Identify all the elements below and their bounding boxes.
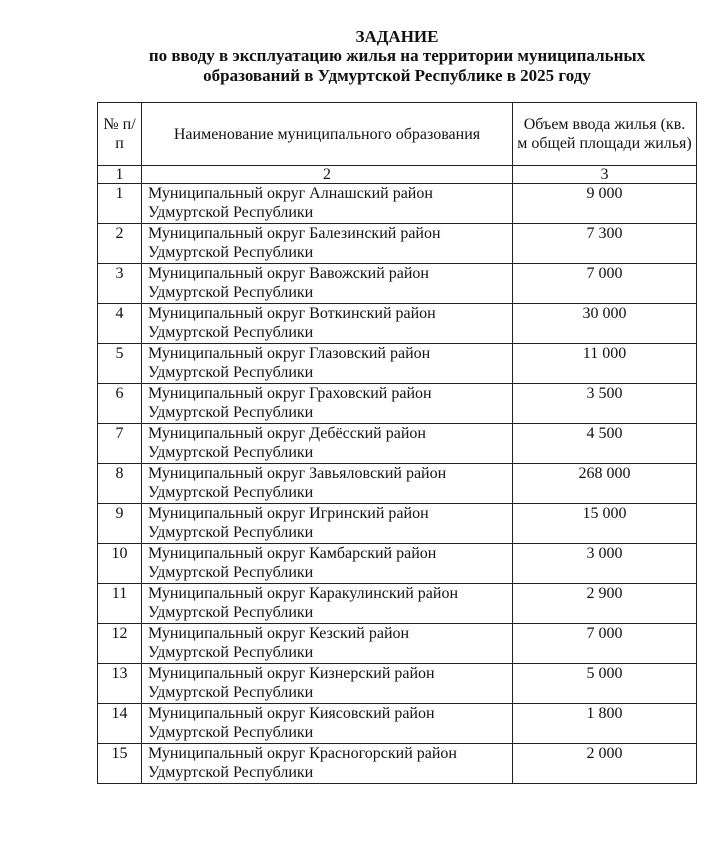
row-name: [142, 224, 513, 264]
row-name-line-1: Муниципальный округ Глазовский район: [148, 345, 431, 362]
row-name-line-1: Муниципальный округ Киясовский район: [148, 705, 435, 722]
row-volume: 9 000: [513, 184, 697, 224]
row-number: 7: [98, 424, 142, 464]
row-name-line-1: Муниципальный округ Завьяловский район: [148, 465, 447, 482]
column-number: 2: [142, 166, 513, 184]
table-row: [98, 544, 697, 584]
row-name: [142, 184, 513, 224]
row-name: [142, 744, 513, 784]
row-name: [142, 424, 513, 464]
row-name-line-1: Муниципальный округ Балезинский район: [148, 225, 441, 242]
table-row: [98, 264, 697, 304]
row-name-line-2: Удмуртской Республики: [148, 444, 314, 461]
column-number: 1: [98, 166, 142, 184]
table-row: [98, 224, 697, 264]
row-name-line-1: Муниципальный округ Каракулинский район: [148, 585, 459, 602]
row-name-line-1: Муниципальный округ Кезский район: [148, 625, 410, 642]
subtitle-line-1: по вводу в эксплуатацию жилья на территории муниципальных: [148, 46, 646, 65]
row-name: [142, 344, 513, 384]
table-row: [98, 344, 697, 384]
row-name: [142, 544, 513, 584]
table-row: [98, 464, 697, 504]
row-volume: 2 000: [513, 744, 697, 784]
table-row: [98, 624, 697, 664]
row-volume: 2 900: [513, 584, 697, 624]
row-number: 9: [98, 504, 142, 544]
table-header-row: [98, 103, 697, 166]
row-number: 12: [98, 624, 142, 664]
row-name: [142, 504, 513, 544]
row-name-line-1: Муниципальный округ Граховский район: [148, 385, 432, 402]
row-number: 1: [98, 184, 142, 224]
header-volume: Объем ввода жилья (кв. м общей площади жилья): [513, 103, 697, 166]
row-volume: 3 500: [513, 384, 697, 424]
document-subtitle: [0, 46, 710, 86]
row-number: 2: [98, 224, 142, 264]
row-number: 10: [98, 544, 142, 584]
row-name-line-2: Удмуртской Республики: [148, 404, 314, 421]
header-name: Наименование муниципального образования: [142, 103, 513, 166]
row-volume: 7 000: [513, 624, 697, 664]
row-name-line-1: Муниципальный округ Камбарский район: [148, 545, 437, 562]
row-name-line-2: Удмуртской Республики: [148, 724, 314, 741]
row-name-line-1: Муниципальный округ Красногорский район: [148, 745, 457, 762]
row-volume: 15 000: [513, 504, 697, 544]
row-volume: 7 300: [513, 224, 697, 264]
row-name: [142, 584, 513, 624]
row-number: 5: [98, 344, 142, 384]
table-row: [98, 424, 697, 464]
row-name-line-2: Удмуртской Республики: [148, 684, 314, 701]
column-number: 3: [513, 166, 697, 184]
housing-table: [97, 102, 697, 784]
row-name-line-2: Удмуртской Республики: [148, 324, 314, 341]
table-row: [98, 304, 697, 344]
row-name-line-2: Удмуртской Республики: [148, 484, 314, 501]
row-volume: 3 000: [513, 544, 697, 584]
row-name-line-2: Удмуртской Республики: [148, 524, 314, 541]
row-number: 14: [98, 704, 142, 744]
row-name-line-1: Муниципальный округ Игринский район: [148, 505, 429, 522]
subtitle-line-2: образований в Удмуртской Республике в 2025 году: [203, 66, 591, 85]
header-num: № п/п: [98, 103, 142, 166]
row-number: 15: [98, 744, 142, 784]
row-number: 6: [98, 384, 142, 424]
row-name-line-2: Удмуртской Республики: [148, 244, 314, 261]
table-row: [98, 504, 697, 544]
row-volume: 4 500: [513, 424, 697, 464]
row-name: [142, 304, 513, 344]
row-volume: 1 800: [513, 704, 697, 744]
row-number: 3: [98, 264, 142, 304]
row-name-line-1: Муниципальный округ Алнашский район: [148, 185, 433, 202]
table-row: [98, 664, 697, 704]
row-volume: 268 000: [513, 464, 697, 504]
row-volume: 11 000: [513, 344, 697, 384]
row-volume: 5 000: [513, 664, 697, 704]
row-name-line-2: Удмуртской Республики: [148, 564, 314, 581]
row-name: [142, 704, 513, 744]
row-name-line-1: Муниципальный округ Кизнерский район: [148, 665, 435, 682]
row-name: [142, 464, 513, 504]
table-row: [98, 384, 697, 424]
row-name-line-1: Муниципальный округ Дебёсский район: [148, 425, 426, 442]
row-name-line-2: Удмуртской Республики: [148, 604, 314, 621]
table-row: [98, 744, 697, 784]
row-name-line-1: Муниципальный округ Воткинский район: [148, 305, 436, 322]
row-number: 4: [98, 304, 142, 344]
table-row: [98, 184, 697, 224]
row-name-line-2: Удмуртской Республики: [148, 284, 314, 301]
column-numbers-row: [98, 166, 697, 184]
row-name-line-1: Муниципальный округ Вавожский район: [148, 265, 429, 282]
document-title: ЗАДАНИЕ: [355, 27, 439, 46]
row-name: [142, 664, 513, 704]
row-name: [142, 264, 513, 304]
row-name: [142, 624, 513, 664]
row-volume: 7 000: [513, 264, 697, 304]
row-name-line-2: Удмуртской Республики: [148, 364, 314, 381]
row-name-line-2: Удмуртской Республики: [148, 644, 314, 661]
row-name: [142, 384, 513, 424]
table-row: [98, 584, 697, 624]
row-name-line-2: Удмуртской Республики: [148, 204, 314, 221]
row-number: 11: [98, 584, 142, 624]
table-row: [98, 704, 697, 744]
row-number: 8: [98, 464, 142, 504]
row-number: 13: [98, 664, 142, 704]
row-name-line-2: Удмуртской Республики: [148, 764, 314, 781]
row-volume: 30 000: [513, 304, 697, 344]
